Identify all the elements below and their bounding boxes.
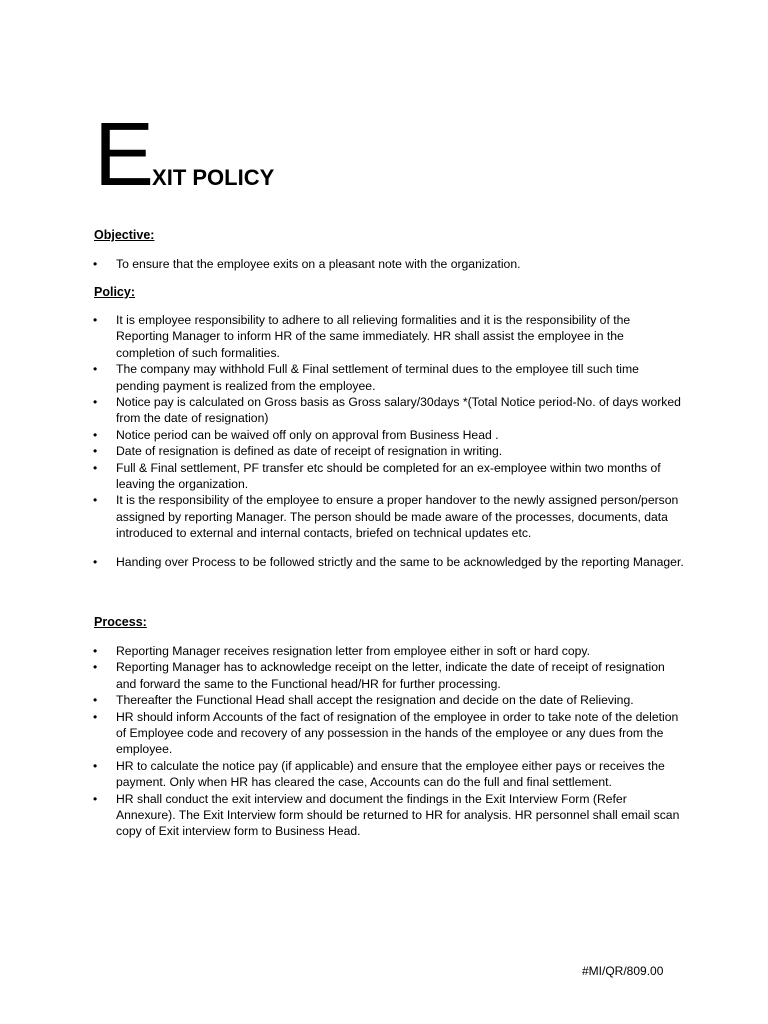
list-item: • Thereafter the Functional Head shall accept the resignation and decide on the date of Relieving. <box>94 692 684 708</box>
list-item: • Notice period can be waived off only on approval from Business Head . <box>94 427 684 443</box>
title-rest: XIT POLICY <box>152 165 275 190</box>
objective-list <box>94 256 684 272</box>
list-item: • The company may withhold Full & Final settlement of terminal dues to the employee till such time pending payment is realized from the employee. <box>94 361 684 394</box>
list-item: • It is the responsibility of the employee to ensure a proper handover to the newly assigned person/person assigned by reporting Manager. The person should be made aware of the processes, documents, data introduced to external and internal contacts, briefed on technical updates etc. <box>94 492 684 541</box>
policy-heading: Policy: <box>94 285 135 299</box>
list-item: • HR to calculate the notice pay (if applicable) and ensure that the employee either pays or receives the payment. Only when HR has cleared the case, Accounts can do the full and final settlement. <box>94 758 684 791</box>
list-item: • HR shall conduct the exit interview and document the findings in the Exit Interview Form (Refer Annexure). The Exit Interview form should be returned to HR for analysis. HR personnel shall email scan copy of Exit interview form to Business Head. <box>94 791 684 840</box>
list-item: • HR should inform Accounts of the fact of resignation of the employee in order to take note of the deletion of Employee code and recovery of any possession in the hands of the employee or any dues from the employee. <box>94 709 684 758</box>
list-item: • Date of resignation is defined as date of receipt of resignation in writing. <box>94 443 684 459</box>
policy-list <box>94 312 684 570</box>
list-item: • Full & Final settlement, PF transfer etc should be completed for an ex-employee within two months of leaving the organization. <box>94 460 684 493</box>
list-item: • Handing over Process to be followed strictly and the same to be acknowledged by the reporting Manager. <box>94 554 684 570</box>
process-heading: Process: <box>94 615 147 629</box>
list-item: • It is employee responsibility to adhere to all relieving formalities and it is the responsibility of the Reporting Manager to inform HR of the same immediately. HR shall assist the employee in the completion of such formalities. <box>94 312 684 361</box>
document-title <box>94 105 275 205</box>
list-item: • Notice pay is calculated on Gross basis as Gross salary/30days *(Total Notice period-No. of days worked from the date of resignation) <box>94 394 684 427</box>
title-initial: E <box>94 105 155 205</box>
list-item: • Reporting Manager has to acknowledge receipt on the letter, indicate the date of receipt of resignation and forward the same to the Functional head/HR for further processing. <box>94 659 684 692</box>
list-item: • Reporting Manager receives resignation letter from employee either in soft or hard copy. <box>94 643 684 659</box>
list-item: • To ensure that the employee exits on a pleasant note with the organization. <box>94 256 684 272</box>
document-code: #MI/QR/809.00 <box>582 964 664 978</box>
process-list <box>94 643 684 840</box>
objective-heading: Objective: <box>94 228 155 242</box>
